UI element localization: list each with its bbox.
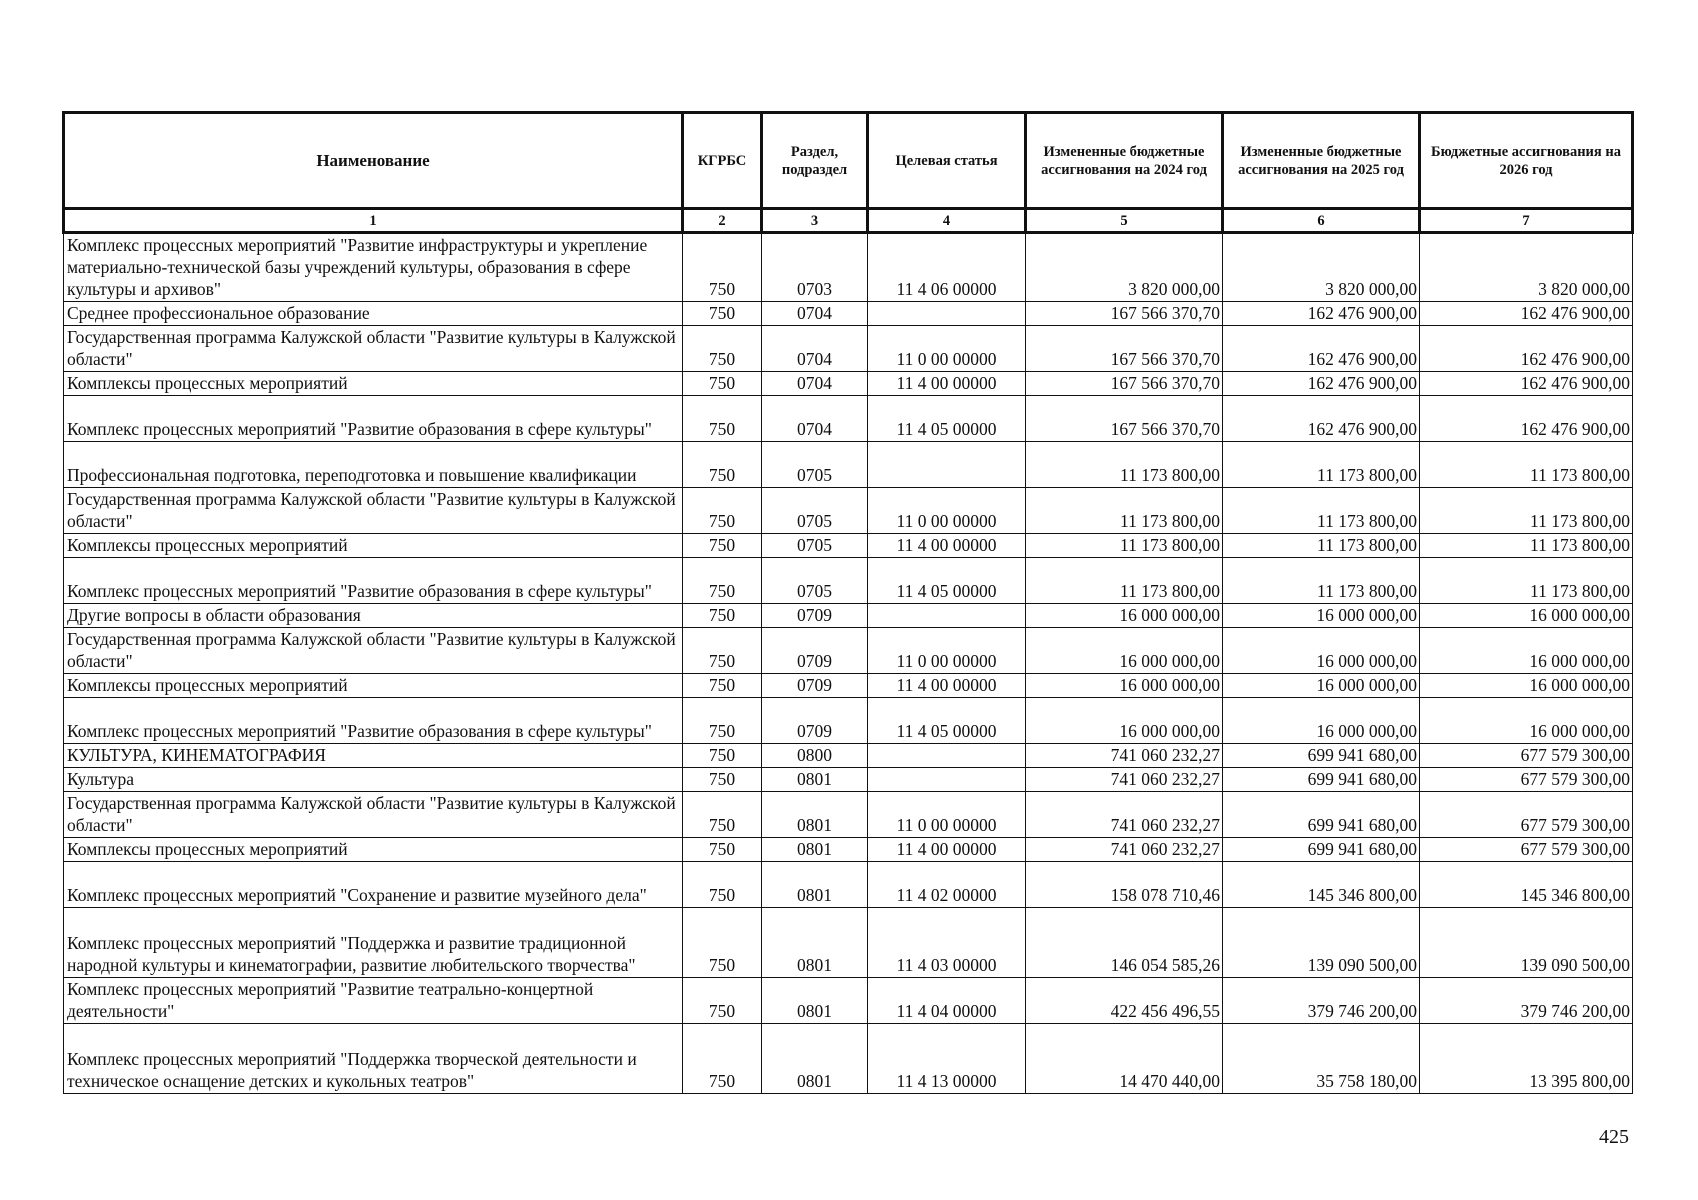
cell-name: Комплекс процессных мероприятий "Развитие образования в сфере культуры" [64,558,683,604]
table-row [64,978,1633,1024]
cell-amount-2025: 145 346 800,00 [1223,862,1420,908]
table-row [64,442,1633,488]
cell-amount-2025: 11 173 800,00 [1223,442,1420,488]
cell-kgrbs: 750 [683,698,762,744]
cell-target: 11 4 05 00000 [868,558,1026,604]
cell-amount-2026: 162 476 900,00 [1420,302,1633,326]
cell-section: 0709 [762,628,868,674]
cell-section: 0801 [762,1024,868,1094]
cell-name: Комплекс процессных мероприятий "Развитие театрально-концертной деятельности" [64,978,683,1024]
cell-amount-2024: 3 820 000,00 [1026,233,1223,302]
cell-name: Комплекс процессных мероприятий "Сохранение и развитие музейного дела" [64,862,683,908]
cell-amount-2024: 167 566 370,70 [1026,326,1223,372]
cell-kgrbs: 750 [683,768,762,792]
cell-amount-2025: 16 000 000,00 [1223,628,1420,674]
cell-section: 0705 [762,442,868,488]
cell-name: Другие вопросы в области образования [64,604,683,628]
cell-amount-2026: 11 173 800,00 [1420,534,1633,558]
cell-kgrbs: 750 [683,908,762,978]
column-number-row [64,209,1633,233]
cell-amount-2024: 741 060 232,27 [1026,768,1223,792]
cell-amount-2024: 11 173 800,00 [1026,558,1223,604]
table-row [64,233,1633,302]
cell-target: 11 4 02 00000 [868,862,1026,908]
cell-amount-2025: 16 000 000,00 [1223,604,1420,628]
cell-target: 11 0 00 00000 [868,628,1026,674]
table-row [64,628,1633,674]
table-row [64,744,1633,768]
cell-amount-2026: 11 173 800,00 [1420,442,1633,488]
table-row [64,908,1633,978]
cell-name: Государственная программа Калужской области "Развитие культуры в Калужской области" [64,628,683,674]
table-row [64,488,1633,534]
cell-section: 0801 [762,792,868,838]
cell-amount-2025: 16 000 000,00 [1223,698,1420,744]
header-row [64,113,1633,209]
column-number: 7 [1420,209,1633,233]
cell-amount-2024: 11 173 800,00 [1026,442,1223,488]
cell-target [868,604,1026,628]
table-row [64,862,1633,908]
cell-amount-2025: 11 173 800,00 [1223,558,1420,604]
cell-amount-2024: 16 000 000,00 [1026,604,1223,628]
cell-amount-2025: 3 820 000,00 [1223,233,1420,302]
cell-amount-2024: 16 000 000,00 [1026,628,1223,674]
cell-target: 11 4 06 00000 [868,233,1026,302]
cell-amount-2026: 677 579 300,00 [1420,744,1633,768]
cell-kgrbs: 750 [683,372,762,396]
cell-amount-2026: 139 090 500,00 [1420,908,1633,978]
cell-kgrbs: 750 [683,302,762,326]
cell-amount-2024: 741 060 232,27 [1026,792,1223,838]
cell-amount-2025: 699 941 680,00 [1223,768,1420,792]
table-row [64,302,1633,326]
cell-amount-2026: 16 000 000,00 [1420,604,1633,628]
cell-target: 11 0 00 00000 [868,792,1026,838]
cell-kgrbs: 750 [683,978,762,1024]
cell-kgrbs: 750 [683,792,762,838]
cell-name: Комплекс процессных мероприятий "Развитие образования в сфере культуры" [64,396,683,442]
table-row [64,604,1633,628]
column-number: 6 [1223,209,1420,233]
cell-name: КУЛЬТУРА, КИНЕМАТОГРАФИЯ [64,744,683,768]
cell-name: Комплекс процессных мероприятий "Поддержка творческой деятельности и техническое оснащение детских и кукольных театров" [64,1024,683,1094]
cell-name: Комплекс процессных мероприятий "Поддержка и развитие традиционной народной культуры и кинематографии, развитие любительского творчества" [64,908,683,978]
cell-name: Комплексы процессных мероприятий [64,372,683,396]
cell-target: 11 4 13 00000 [868,1024,1026,1094]
table-row [64,534,1633,558]
column-number: 1 [64,209,683,233]
cell-amount-2024: 11 173 800,00 [1026,488,1223,534]
cell-amount-2025: 162 476 900,00 [1223,326,1420,372]
cell-section: 0705 [762,488,868,534]
cell-section: 0703 [762,233,868,302]
cell-section: 0709 [762,698,868,744]
cell-name: Комплексы процессных мероприятий [64,674,683,698]
cell-amount-2026: 162 476 900,00 [1420,326,1633,372]
page-number: 425 [1599,1126,1629,1148]
cell-amount-2026: 13 395 800,00 [1420,1024,1633,1094]
cell-amount-2026: 16 000 000,00 [1420,698,1633,744]
cell-amount-2024: 158 078 710,46 [1026,862,1223,908]
table-row [64,372,1633,396]
cell-kgrbs: 750 [683,442,762,488]
column-number: 2 [683,209,762,233]
cell-name: Комплексы процессных мероприятий [64,838,683,862]
cell-amount-2024: 167 566 370,70 [1026,396,1223,442]
cell-amount-2025: 699 941 680,00 [1223,792,1420,838]
cell-section: 0704 [762,396,868,442]
cell-section: 0705 [762,558,868,604]
cell-amount-2025: 699 941 680,00 [1223,838,1420,862]
table-header [64,113,1633,233]
cell-amount-2024: 14 470 440,00 [1026,1024,1223,1094]
cell-amount-2026: 162 476 900,00 [1420,372,1633,396]
cell-section: 0801 [762,862,868,908]
cell-section: 0704 [762,302,868,326]
column-number: 3 [762,209,868,233]
cell-amount-2024: 16 000 000,00 [1026,698,1223,744]
cell-section: 0801 [762,978,868,1024]
cell-name: Государственная программа Калужской области "Развитие культуры в Калужской области" [64,326,683,372]
cell-kgrbs: 750 [683,233,762,302]
cell-amount-2024: 741 060 232,27 [1026,744,1223,768]
cell-section: 0801 [762,838,868,862]
cell-section: 0704 [762,326,868,372]
cell-amount-2025: 16 000 000,00 [1223,674,1420,698]
cell-kgrbs: 750 [683,534,762,558]
cell-amount-2026: 16 000 000,00 [1420,674,1633,698]
table-row [64,396,1633,442]
header-kgrbs: КГРБС [683,113,762,209]
cell-kgrbs: 750 [683,558,762,604]
cell-section: 0709 [762,604,868,628]
cell-amount-2025: 11 173 800,00 [1223,488,1420,534]
cell-kgrbs: 750 [683,838,762,862]
cell-amount-2025: 379 746 200,00 [1223,978,1420,1024]
cell-kgrbs: 750 [683,674,762,698]
cell-name: Среднее профессиональное образование [64,302,683,326]
cell-amount-2026: 677 579 300,00 [1420,768,1633,792]
cell-amount-2026: 11 173 800,00 [1420,488,1633,534]
column-number: 4 [868,209,1026,233]
table-row [64,792,1633,838]
cell-amount-2024: 741 060 232,27 [1026,838,1223,862]
table-row [64,558,1633,604]
cell-amount-2026: 16 000 000,00 [1420,628,1633,674]
cell-name: Комплексы процессных мероприятий [64,534,683,558]
cell-name: Культура [64,768,683,792]
cell-kgrbs: 750 [683,604,762,628]
cell-amount-2024: 11 173 800,00 [1026,534,1223,558]
cell-name: Профессиональная подготовка, переподготовка и повышение квалификации [64,442,683,488]
table-row [64,326,1633,372]
cell-kgrbs: 750 [683,326,762,372]
cell-target: 11 4 00 00000 [868,674,1026,698]
cell-amount-2026: 677 579 300,00 [1420,838,1633,862]
table-row [64,1024,1633,1094]
cell-amount-2025: 139 090 500,00 [1223,908,1420,978]
header-section: Раздел, подраздел [762,113,868,209]
cell-target: 11 4 00 00000 [868,838,1026,862]
column-number: 5 [1026,209,1223,233]
cell-amount-2025: 11 173 800,00 [1223,534,1420,558]
cell-amount-2024: 16 000 000,00 [1026,674,1223,698]
cell-kgrbs: 750 [683,744,762,768]
cell-name: Комплекс процессных мероприятий "Развитие образования в сфере культуры" [64,698,683,744]
cell-section: 0801 [762,908,868,978]
cell-target: 11 4 00 00000 [868,372,1026,396]
cell-kgrbs: 750 [683,1024,762,1094]
cell-target: 11 0 00 00000 [868,326,1026,372]
cell-amount-2024: 167 566 370,70 [1026,302,1223,326]
cell-amount-2026: 11 173 800,00 [1420,558,1633,604]
cell-amount-2026: 677 579 300,00 [1420,792,1633,838]
cell-section: 0704 [762,372,868,396]
cell-target: 11 0 00 00000 [868,488,1026,534]
cell-name: Государственная программа Калужской области "Развитие культуры в Калужской области" [64,488,683,534]
cell-amount-2024: 146 054 585,26 [1026,908,1223,978]
cell-target [868,768,1026,792]
cell-target: 11 4 05 00000 [868,396,1026,442]
cell-section: 0800 [762,744,868,768]
table-row [64,768,1633,792]
cell-amount-2024: 422 456 496,55 [1026,978,1223,1024]
table-row [64,674,1633,698]
table-row [64,698,1633,744]
header-2026: Бюджетные ассигнования на 2026 год [1420,113,1633,209]
table-row [64,838,1633,862]
header-name: Наименование [64,113,683,209]
cell-target [868,302,1026,326]
cell-target [868,442,1026,488]
cell-name: Государственная программа Калужской области "Развитие культуры в Калужской области" [64,792,683,838]
cell-amount-2025: 35 758 180,00 [1223,1024,1420,1094]
cell-kgrbs: 750 [683,862,762,908]
cell-amount-2026: 379 746 200,00 [1420,978,1633,1024]
cell-amount-2025: 162 476 900,00 [1223,302,1420,326]
cell-amount-2026: 145 346 800,00 [1420,862,1633,908]
header-target: Целевая статья [868,113,1026,209]
cell-amount-2025: 162 476 900,00 [1223,372,1420,396]
table-body [64,233,1633,1094]
cell-amount-2025: 162 476 900,00 [1223,396,1420,442]
cell-kgrbs: 750 [683,488,762,534]
cell-target: 11 4 05 00000 [868,698,1026,744]
cell-kgrbs: 750 [683,396,762,442]
cell-amount-2026: 162 476 900,00 [1420,396,1633,442]
cell-section: 0709 [762,674,868,698]
cell-name: Комплекс процессных мероприятий "Развитие инфраструктуры и укрепление материально-технической базы учреждений культуры, образования в сфере культуры и архивов" [64,233,683,302]
cell-amount-2025: 699 941 680,00 [1223,744,1420,768]
cell-target [868,744,1026,768]
cell-section: 0801 [762,768,868,792]
cell-kgrbs: 750 [683,628,762,674]
cell-amount-2026: 3 820 000,00 [1420,233,1633,302]
budget-table [62,111,1634,1094]
cell-target: 11 4 00 00000 [868,534,1026,558]
cell-target: 11 4 03 00000 [868,908,1026,978]
cell-amount-2024: 167 566 370,70 [1026,372,1223,396]
header-2025: Измененные бюджетные ассигнования на 2025 год [1223,113,1420,209]
cell-section: 0705 [762,534,868,558]
header-2024: Измененные бюджетные ассигнования на 2024 год [1026,113,1223,209]
cell-target: 11 4 04 00000 [868,978,1026,1024]
